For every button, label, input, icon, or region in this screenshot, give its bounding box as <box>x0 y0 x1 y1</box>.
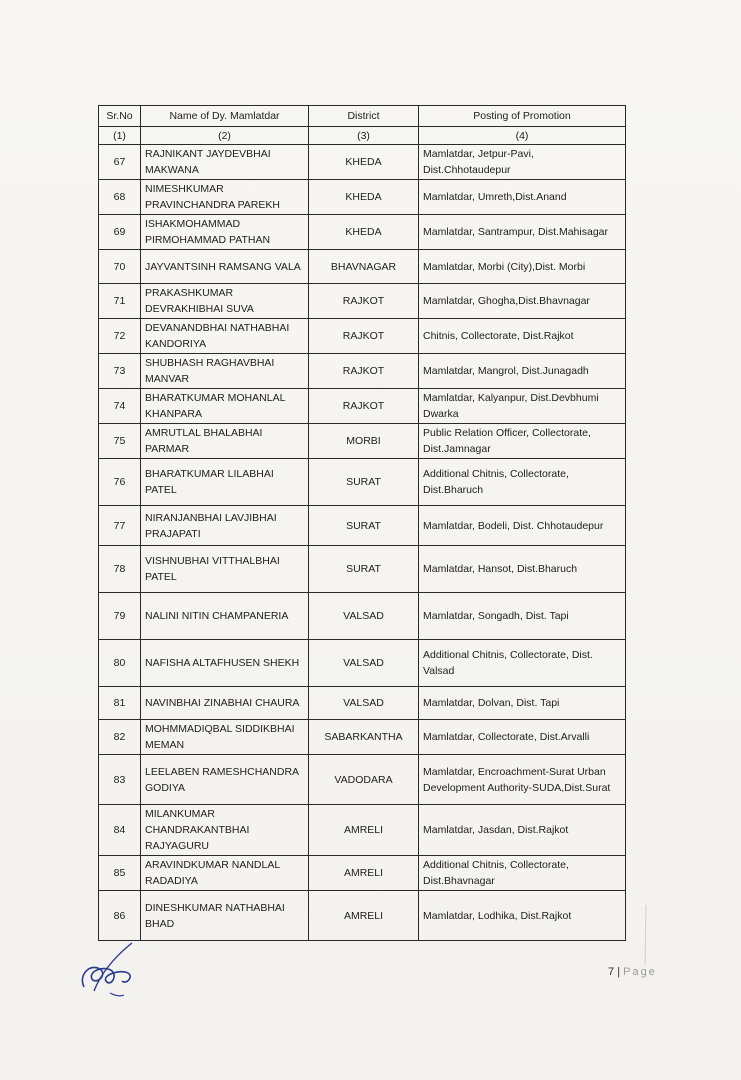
district-cell: RAJKOT <box>309 389 419 424</box>
posting-cell: Mamlatdar, Santrampur, Dist.Mahisagar <box>419 215 626 250</box>
column-number: (3) <box>309 127 419 145</box>
district-cell: SURAT <box>309 506 419 546</box>
district-cell: SURAT <box>309 459 419 506</box>
officer-name-cell: AMRUTLAL BHALABHAI PARMAR <box>141 424 309 459</box>
serial-number-cell: 76 <box>99 459 141 506</box>
table-row <box>99 459 626 506</box>
officer-name-cell: NALINI NITIN CHAMPANERIA <box>141 593 309 640</box>
table-row <box>99 424 626 459</box>
posting-cell: Mamlatdar, Jasdan, Dist.Rajkot <box>419 805 626 856</box>
officer-name-cell: MOHMMADIQBAL SIDDIKBHAI MEMAN <box>141 720 309 755</box>
posting-cell: Mamlatdar, Umreth,Dist.Anand <box>419 180 626 215</box>
district-cell: AMRELI <box>309 805 419 856</box>
officer-name-cell: NAFISHA ALTAFHUSEN SHEKH <box>141 640 309 687</box>
serial-number-cell: 83 <box>99 755 141 805</box>
district-cell: KHEDA <box>309 145 419 180</box>
posting-cell: Mamlatdar, Songadh, Dist. Tapi <box>419 593 626 640</box>
serial-number-cell: 75 <box>99 424 141 459</box>
district-cell: VALSAD <box>309 593 419 640</box>
serial-number-cell: 77 <box>99 506 141 546</box>
serial-number-cell: 70 <box>99 250 141 284</box>
table-row <box>99 720 626 755</box>
table-row <box>99 506 626 546</box>
table-row <box>99 284 626 319</box>
serial-number-cell: 72 <box>99 319 141 354</box>
posting-cell: Mamlatdar, Dolvan, Dist. Tapi <box>419 687 626 720</box>
officer-name-cell: ISHAKMOHAMMAD PIRMOHAMMAD PATHAN <box>141 215 309 250</box>
officer-name-cell: VISHNUBHAI VITTHALBHAI PATEL <box>141 546 309 593</box>
promotion-posting-table <box>98 105 626 941</box>
officer-name-cell: NAVINBHAI ZINABHAI CHAURA <box>141 687 309 720</box>
column-number: (2) <box>141 127 309 145</box>
officer-name-cell: RAJNIKANT JAYDEVBHAI MAKWANA <box>141 145 309 180</box>
serial-number-cell: 78 <box>99 546 141 593</box>
district-cell: RAJKOT <box>309 319 419 354</box>
page-number <box>608 966 657 978</box>
posting-cell: Mamlatdar, Mangrol, Dist.Junagadh <box>419 354 626 389</box>
handwritten-signature <box>70 935 150 1000</box>
district-cell: SABARKANTHA <box>309 720 419 755</box>
posting-cell: Mamlatdar, Hansot, Dist.Bharuch <box>419 546 626 593</box>
serial-number-cell: 85 <box>99 856 141 891</box>
posting-cell: Mamlatdar, Lodhika, Dist.Rajkot <box>419 891 626 941</box>
posting-cell: Mamlatdar, Bodeli, Dist. Chhotaudepur <box>419 506 626 546</box>
district-cell: SURAT <box>309 546 419 593</box>
officer-name-cell: DEVANANDBHAI NATHABHAI KANDORIYA <box>141 319 309 354</box>
district-cell: VALSAD <box>309 640 419 687</box>
posting-cell: Additional Chitnis, Collectorate, Dist.Bharuch <box>419 459 626 506</box>
posting-cell: Mamlatdar, Jetpur-Pavi, Dist.Chhotaudepur <box>419 145 626 180</box>
district-cell: BHAVNAGAR <box>309 250 419 284</box>
table-body <box>99 145 626 941</box>
table-row <box>99 145 626 180</box>
table-row <box>99 687 626 720</box>
district-cell: KHEDA <box>309 215 419 250</box>
table-row <box>99 891 626 941</box>
posting-cell: Chitnis, Collectorate, Dist.Rajkot <box>419 319 626 354</box>
district-cell: AMRELI <box>309 891 419 941</box>
officer-name-cell: BHARATKUMAR MOHANLAL KHANPARA <box>141 389 309 424</box>
posting-cell: Mamlatdar, Kalyanpur, Dist.Devbhumi Dwarka <box>419 389 626 424</box>
table-row <box>99 319 626 354</box>
officer-name-cell: NIMESHKUMAR PRAVINCHANDRA PAREKH <box>141 180 309 215</box>
posting-cell: Mamlatdar, Ghogha,Dist.Bhavnagar <box>419 284 626 319</box>
officer-name-cell: MILANKUMAR CHANDRAKANTBHAI RAJYAGURU <box>141 805 309 856</box>
table-row <box>99 856 626 891</box>
serial-number-cell: 84 <box>99 805 141 856</box>
district-cell: VADODARA <box>309 755 419 805</box>
district-cell: KHEDA <box>309 180 419 215</box>
serial-number-cell: 82 <box>99 720 141 755</box>
header-posting: Posting of Promotion <box>419 106 626 127</box>
header-sr-no: Sr.No <box>99 106 141 127</box>
serial-number-cell: 79 <box>99 593 141 640</box>
officer-name-cell: PRAKASHKUMAR DEVRAKHIBHAI SUVA <box>141 284 309 319</box>
officer-name-cell: JAYVANTSINH RAMSANG VALA <box>141 250 309 284</box>
table-row <box>99 215 626 250</box>
posting-cell: Additional Chitnis, Collectorate, Dist.Bhavnagar <box>419 856 626 891</box>
table-row <box>99 180 626 215</box>
header-name: Name of Dy. Mamlatdar <box>141 106 309 127</box>
serial-number-cell: 69 <box>99 215 141 250</box>
posting-cell: Mamlatdar, Morbi (City),Dist. Morbi <box>419 250 626 284</box>
district-cell: MORBI <box>309 424 419 459</box>
serial-number-cell: 80 <box>99 640 141 687</box>
posting-cell: Mamlatdar, Collectorate, Dist.Arvalli <box>419 720 626 755</box>
district-cell: AMRELI <box>309 856 419 891</box>
header-district: District <box>309 106 419 127</box>
column-number: (1) <box>99 127 141 145</box>
table-column-number-row <box>99 127 626 145</box>
officer-name-cell: NIRANJANBHAI LAVJIBHAI PRAJAPATI <box>141 506 309 546</box>
officer-name-cell: ARAVINDKUMAR NANDLAL RADADIYA <box>141 856 309 891</box>
table-row <box>99 805 626 856</box>
district-cell: RAJKOT <box>309 284 419 319</box>
page-number-value: 7 <box>608 966 615 978</box>
table-row <box>99 593 626 640</box>
serial-number-cell: 71 <box>99 284 141 319</box>
officer-name-cell: BHARATKUMAR LILABHAI PATEL <box>141 459 309 506</box>
column-number: (4) <box>419 127 626 145</box>
serial-number-cell: 74 <box>99 389 141 424</box>
officer-name-cell: DINESHKUMAR NATHABHAI BHAD <box>141 891 309 941</box>
posting-cell: Mamlatdar, Encroachment-Surat Urban Development Authority-SUDA,Dist.Surat <box>419 755 626 805</box>
table-row <box>99 250 626 284</box>
serial-number-cell: 81 <box>99 687 141 720</box>
table-row <box>99 640 626 687</box>
page-number-label: Page <box>623 966 657 978</box>
posting-cell: Additional Chitnis, Collectorate, Dist. Valsad <box>419 640 626 687</box>
table-row <box>99 354 626 389</box>
serial-number-cell: 67 <box>99 145 141 180</box>
table-header-row <box>99 106 626 127</box>
officer-name-cell: LEELABEN RAMESHCHANDRA GODIYA <box>141 755 309 805</box>
table-row <box>99 546 626 593</box>
serial-number-cell: 73 <box>99 354 141 389</box>
posting-cell: Public Relation Officer, Collectorate, Dist.Jamnagar <box>419 424 626 459</box>
serial-number-cell: 68 <box>99 180 141 215</box>
serial-number-cell: 86 <box>99 891 141 941</box>
table-row <box>99 755 626 805</box>
district-cell: VALSAD <box>309 687 419 720</box>
table-row <box>99 389 626 424</box>
paper-edge-mark <box>643 905 649 965</box>
officer-name-cell: SHUBHASH RAGHAVBHAI MANVAR <box>141 354 309 389</box>
page-number-separator: | <box>617 966 621 978</box>
district-cell: RAJKOT <box>309 354 419 389</box>
